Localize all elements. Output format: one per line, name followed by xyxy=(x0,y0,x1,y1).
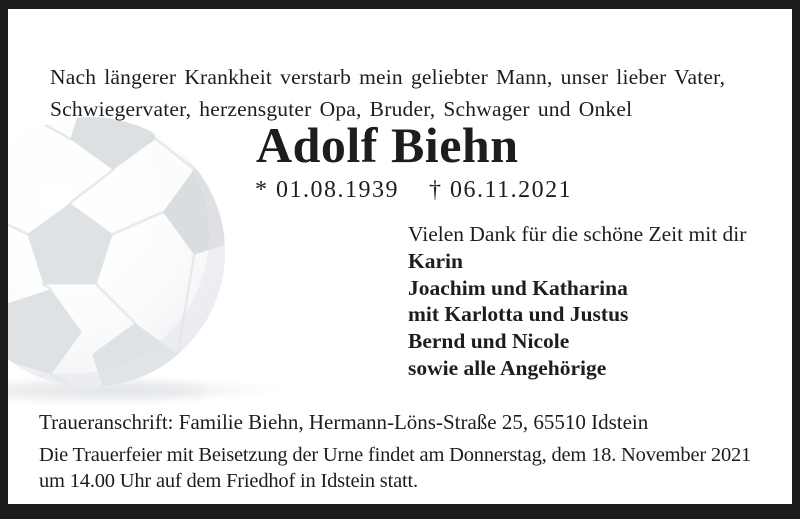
mourners-block xyxy=(408,221,746,382)
ceremony-line-2: um 14.00 Uhr auf dem Friedhof in Idstein statt. xyxy=(39,470,418,492)
mourner-name: sowie alle Angehörige xyxy=(408,355,607,380)
intro-text xyxy=(50,61,725,125)
life-dates xyxy=(255,178,572,202)
ceremony-text xyxy=(39,442,751,494)
intro-line-1: Nach längerer Krankheit verstarb mein geliebter Mann, unser lieber Vater, xyxy=(50,64,726,89)
mourner-name: mit Karlotta und Justus xyxy=(408,302,629,327)
soccer-ball-icon xyxy=(8,110,230,405)
mourner-name: Bernd und Nicole xyxy=(408,329,570,354)
thanks-line: Vielen Dank für die schöne Zeit mit dir xyxy=(408,222,747,246)
mourner-name: Karin xyxy=(408,248,463,273)
death-date: † 06.11.2021 xyxy=(429,177,573,203)
deceased-name: Adolf Biehn xyxy=(256,117,519,173)
mourning-address-line: Traueranschrift: Familie Biehn, Hermann-Löns-Straße 25, 65510 Idstein xyxy=(39,410,649,434)
intro-line-2: Schwiegervater, herzensguter Opa, Bruder, Schwager und Onkel xyxy=(50,96,633,121)
obituary-card xyxy=(8,9,792,504)
ceremony-line-1: Die Trauerfeier mit Beisetzung der Urne findet am Donnerstag, dem 18. November 2021 xyxy=(39,444,752,466)
mourner-name: Joachim und Katharina xyxy=(408,275,628,300)
birth-date: * 01.08.1939 xyxy=(255,177,399,203)
